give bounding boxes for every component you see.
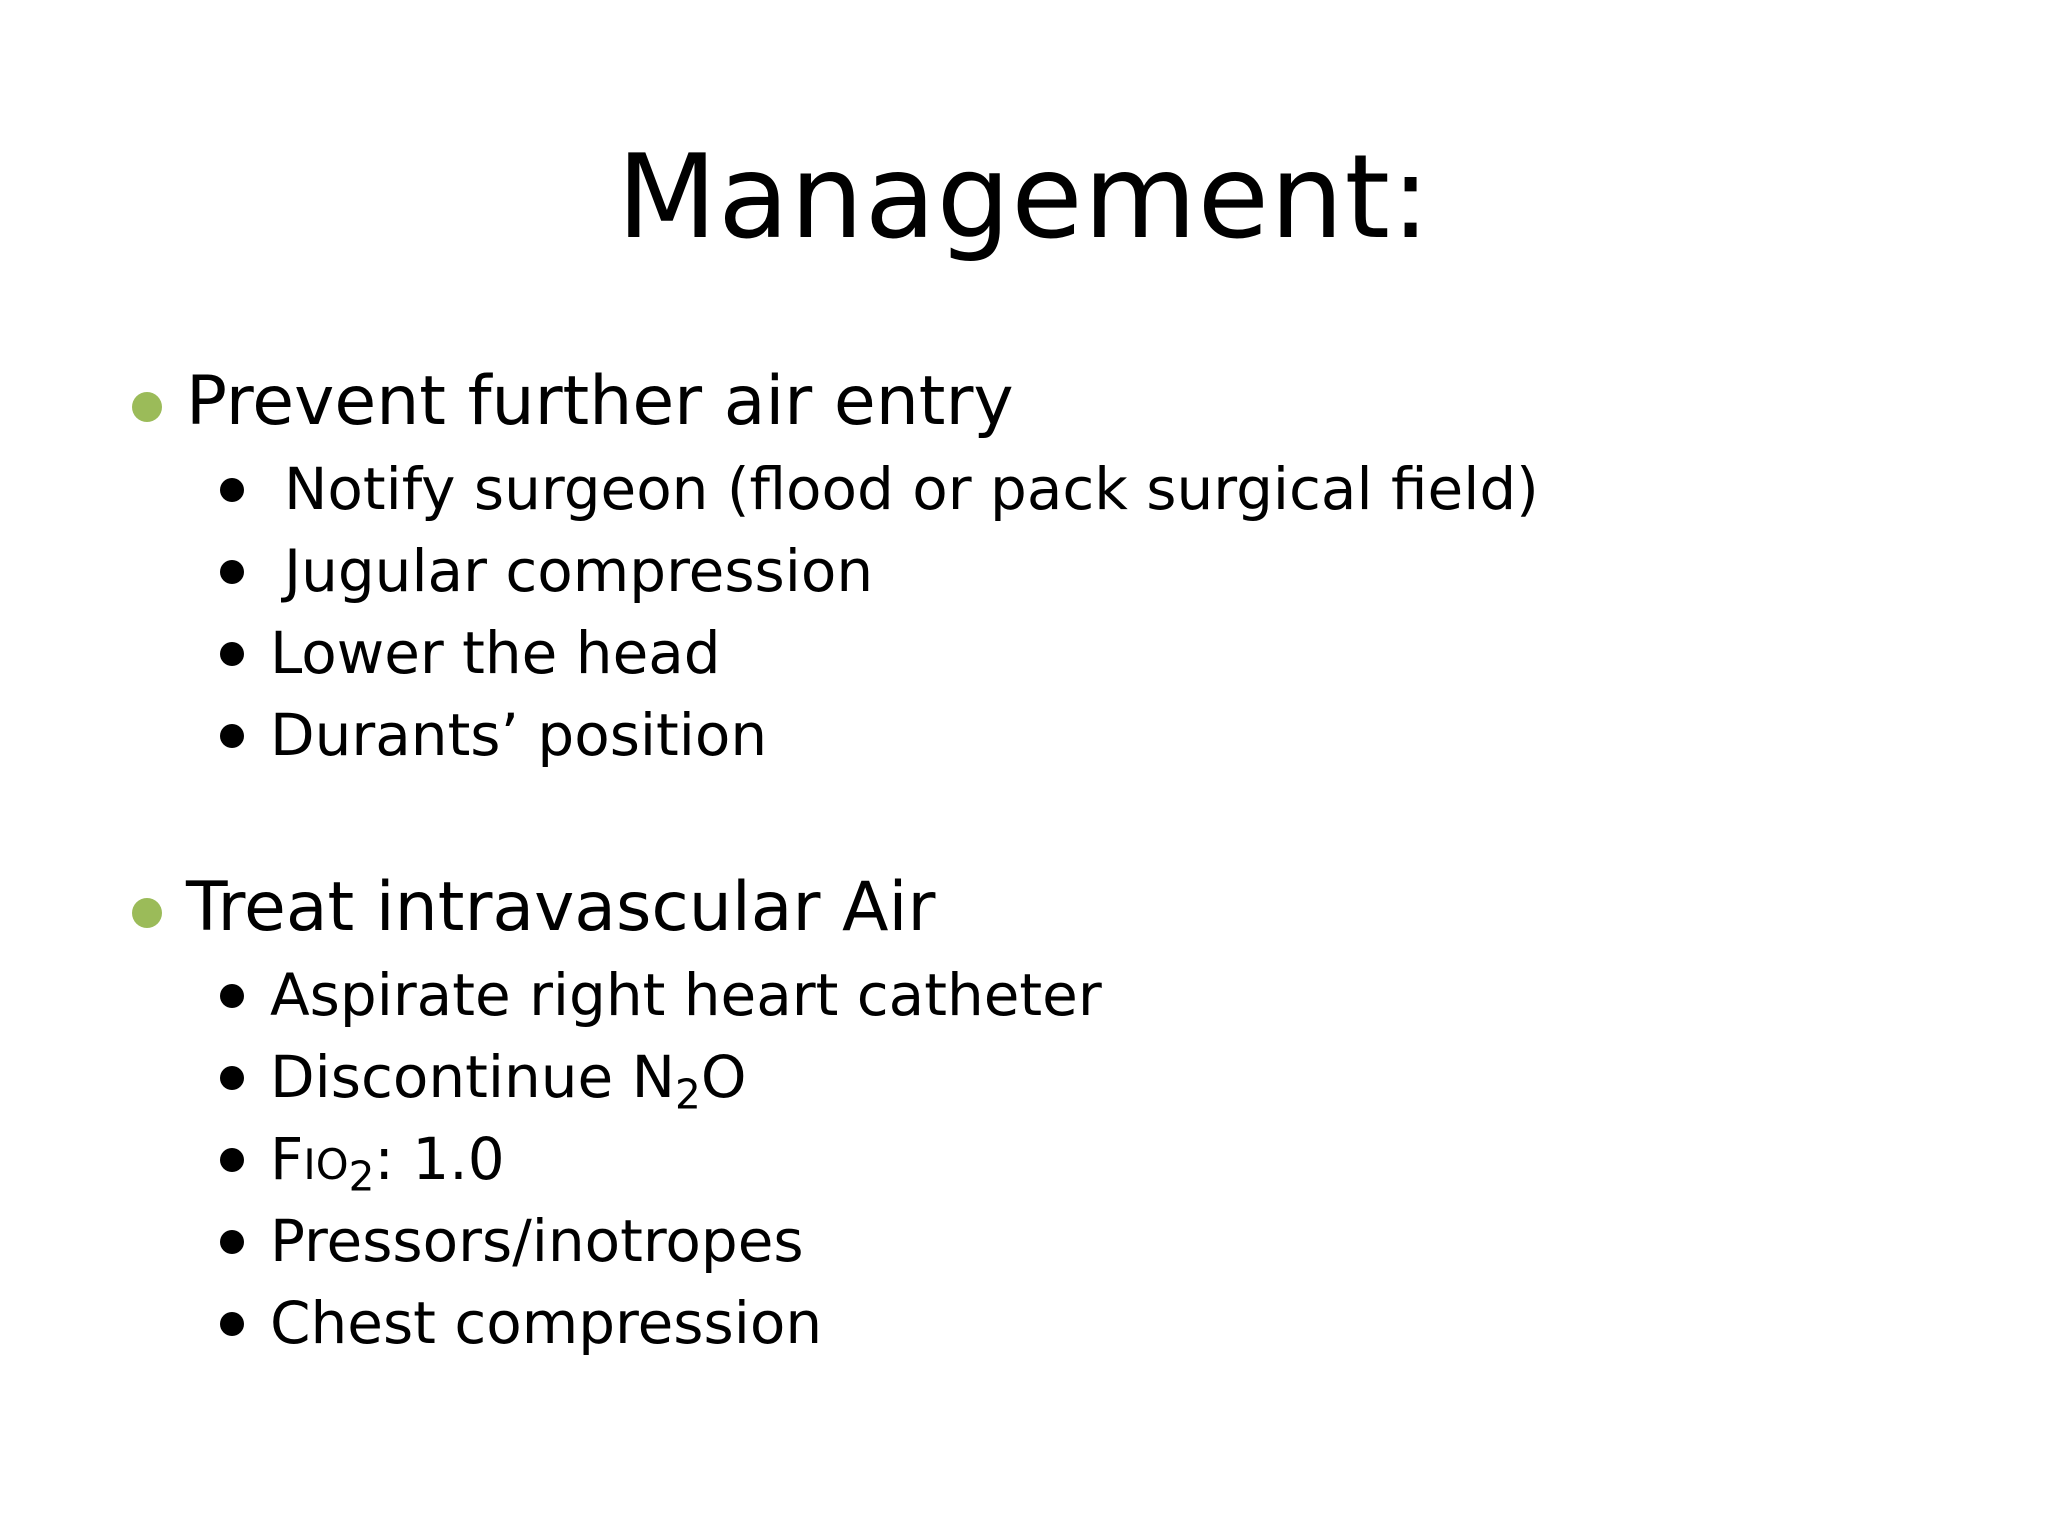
bullet-prevent-air-entry [186, 362, 1014, 442]
bullet-treat-intravascular-air [186, 868, 935, 948]
sub-bullet-text: Lower the head [270, 619, 721, 687]
black-bullet-icon [220, 1148, 244, 1172]
sub-bullet-discontinue-n2o [270, 1042, 747, 1119]
sub-bullet-text: Aspirate right heart catheter [270, 961, 1102, 1029]
sub-bullet-fio2 [270, 1124, 505, 1200]
sub-bullet-text: Chest compression [270, 1289, 823, 1357]
sub-bullet-aspirate-catheter [270, 960, 1102, 1030]
sub-bullet-text: Pressors/inotropes [270, 1207, 804, 1275]
black-bullet-icon [220, 560, 244, 584]
black-bullet-icon [220, 1066, 244, 1090]
black-bullet-icon [220, 642, 244, 666]
bullet-text: Prevent further air entry [186, 362, 1014, 441]
sub-bullet-jugular-compression [270, 536, 873, 606]
black-bullet-icon [220, 1312, 244, 1336]
black-bullet-icon [220, 984, 244, 1008]
sub-bullet-text: Jugular compression [284, 537, 874, 605]
green-bullet-icon [132, 392, 162, 422]
sub-bullet-notify-surgeon [270, 454, 1539, 524]
green-bullet-icon [132, 898, 162, 928]
black-bullet-icon [220, 478, 244, 502]
sub-bullet-durants-position [270, 700, 767, 770]
sub-bullet-text: Notify surgeon (flood or pack surgical field) [284, 455, 1539, 523]
sub-bullet-lower-head [270, 618, 721, 688]
sub-bullet-chest-compression [270, 1288, 822, 1358]
black-bullet-icon [220, 724, 244, 748]
sub-bullet-text: Discontinue $N_2O$ [270, 1043, 747, 1119]
sub-bullet-pressors-inotropes [270, 1206, 804, 1276]
bullet-text: Treat intravascular Air [186, 868, 936, 947]
slide-title: Management: [616, 130, 1432, 265]
black-bullet-icon [220, 1230, 244, 1254]
sub-bullet-text: Durants’ position [270, 701, 768, 769]
sub-bullet-text: $FIO_2$: 1.0 [270, 1125, 505, 1201]
